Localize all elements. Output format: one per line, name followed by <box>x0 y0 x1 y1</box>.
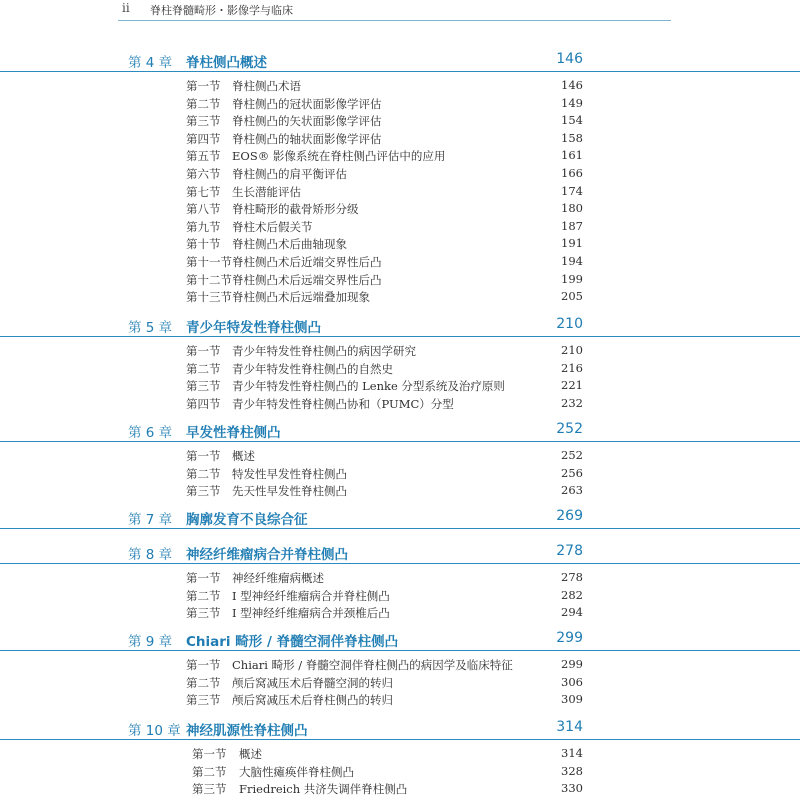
section-entry <box>0 396 800 413</box>
chapter-number: 第 8 章 <box>128 547 173 563</box>
section-number: 第五节 <box>186 149 221 164</box>
section-number: 第四节 <box>186 396 221 411</box>
chapter-title: 青少年特发性脊柱侧凸 <box>186 320 321 336</box>
section-title: 脊柱侧凸术后远端交界性后凸 <box>232 272 382 287</box>
section-number: 第六节 <box>186 167 221 181</box>
section-title: 脊柱侧凸术语 <box>232 79 301 93</box>
section-page: 158 <box>561 130 583 145</box>
section-page: 216 <box>561 360 583 375</box>
section-title: 脊柱侧凸的冠状面影像学评估 <box>232 96 382 111</box>
section-entry <box>0 378 800 395</box>
section-page: 161 <box>561 148 583 163</box>
section-title: I 型神经纤维瘤病合并脊柱侧凸 <box>232 588 390 603</box>
section-entry <box>0 254 800 271</box>
section-number: 第十一节 <box>186 255 232 269</box>
section-page: 256 <box>561 465 583 480</box>
section-page: 294 <box>561 605 583 620</box>
section-page: 191 <box>561 236 583 251</box>
section-number: 第十二节 <box>186 272 232 287</box>
section-title: Chiari 畸形 / 脊髓空洞伴脊柱侧凸的病因学及临床特征 <box>232 658 513 672</box>
section-number: 第三节 <box>186 379 221 394</box>
section-entry <box>0 148 800 165</box>
section-entry <box>0 131 800 148</box>
section-number: 第三节 <box>186 484 221 499</box>
chapter-heading <box>0 543 800 564</box>
section-title: 脊柱侧凸术后远端叠加现象 <box>232 290 370 305</box>
section-number: 第三节 <box>186 606 221 621</box>
section-page: 149 <box>561 95 583 110</box>
section-title: 青少年特发性脊柱侧凸协和（PUMC）分型 <box>232 396 454 411</box>
section-entry <box>0 272 800 289</box>
section-entry <box>0 692 800 709</box>
section-entry <box>0 219 800 236</box>
section-number: 第三节 <box>192 782 227 797</box>
section-entry <box>0 781 800 798</box>
section-title: 概述 <box>239 747 262 761</box>
chapter-page: 146 <box>556 51 583 67</box>
section-title: 脊柱术后假关节 <box>232 219 313 234</box>
section-number: 第一节 <box>186 449 221 463</box>
section-title: Friedreich 共济失调伴脊柱侧凸 <box>239 782 408 797</box>
section-number: 第十节 <box>186 237 221 252</box>
section-entry <box>0 764 800 781</box>
section-entry <box>0 448 800 465</box>
section-number: 第二节 <box>186 588 221 603</box>
section-entry <box>0 78 800 95</box>
section-title: 特发性早发性脊柱侧凸 <box>232 466 347 481</box>
section-number: 第一节 <box>186 344 221 358</box>
section-number: 第十三节 <box>186 290 232 305</box>
section-number: 第九节 <box>186 219 221 234</box>
section-page: 314 <box>561 746 583 760</box>
chapter-page: 299 <box>556 630 583 646</box>
section-number: 第二节 <box>186 466 221 481</box>
section-number: 第二节 <box>186 675 221 690</box>
chapter-heading <box>0 508 800 529</box>
section-page: 146 <box>561 78 583 92</box>
section-page: 299 <box>561 657 583 671</box>
chapter-page: 269 <box>556 508 583 524</box>
chapter-title: 胸廓发育不良综合征 <box>186 512 308 528</box>
chapter-page: 210 <box>556 316 583 332</box>
chapter-heading <box>0 630 800 651</box>
section-page: 205 <box>561 289 583 304</box>
section-number: 第七节 <box>186 184 221 199</box>
section-number: 第一节 <box>186 571 221 585</box>
chapter-heading <box>0 316 800 337</box>
section-entry <box>0 657 800 674</box>
section-title: 青少年特发性脊柱侧凸的 Lenke 分型系统及治疗原则 <box>232 379 505 394</box>
section-title: I 型神经纤维瘤病合并颈椎后凸 <box>232 606 390 621</box>
section-number: 第四节 <box>186 131 221 146</box>
section-title: 青少年特发性脊柱侧凸的自然史 <box>232 361 393 376</box>
section-entry <box>0 166 800 183</box>
section-page: 154 <box>561 113 583 128</box>
section-entry <box>0 184 800 201</box>
section-title: 脊柱侧凸的轴状面影像学评估 <box>232 131 382 146</box>
chapter-title: 脊柱侧凸概述 <box>186 55 267 71</box>
section-title: EOS® 影像系统在脊柱侧凸评估中的应用 <box>232 149 446 164</box>
section-page: 221 <box>561 378 583 393</box>
section-number: 第三节 <box>186 114 221 129</box>
chapter-page: 252 <box>556 421 583 437</box>
section-number: 第一节 <box>192 747 227 761</box>
section-title: 脊柱畸形的截骨矫形分级 <box>232 202 359 217</box>
section-page: 232 <box>561 395 583 410</box>
section-entry <box>0 588 800 605</box>
chapter-number: 第 5 章 <box>128 320 173 336</box>
section-number: 第二节 <box>186 96 221 111</box>
section-entry <box>0 343 800 360</box>
section-page: 210 <box>561 343 583 357</box>
section-entry <box>0 675 800 692</box>
book-title: 脊柱脊髓畸形・影像学与临床 <box>150 4 293 17</box>
section-page: 278 <box>561 570 583 584</box>
section-entry <box>0 113 800 130</box>
chapter-heading <box>0 51 800 72</box>
section-page: 263 <box>561 483 583 498</box>
chapter-heading <box>0 421 800 442</box>
chapter-page: 314 <box>556 719 583 735</box>
section-number: 第一节 <box>186 658 221 672</box>
section-page: 252 <box>561 448 583 462</box>
chapter-page: 278 <box>556 543 583 559</box>
section-page: 174 <box>561 183 583 198</box>
section-number: 第八节 <box>186 202 221 217</box>
chapter-title: 神经肌源性脊柱侧凸 <box>186 723 308 739</box>
chapter-title: 神经纤维瘤病合并脊柱侧凸 <box>186 547 348 563</box>
chapter-title: Chiari 畸形 / 脊髓空洞伴脊柱侧凸 <box>186 634 399 650</box>
section-title: 脊柱侧凸的矢状面影像学评估 <box>232 114 382 129</box>
section-page: 166 <box>561 166 583 180</box>
section-page: 330 <box>561 781 583 796</box>
section-page: 309 <box>561 692 583 707</box>
section-title: 脊柱侧凸术后近端交界性后凸 <box>232 255 382 269</box>
section-entry <box>0 361 800 378</box>
section-entry <box>0 746 800 763</box>
section-entry <box>0 466 800 483</box>
chapter-number: 第 9 章 <box>128 634 173 650</box>
section-title: 脊柱侧凸的肩平衡评估 <box>232 167 347 181</box>
section-entry <box>0 483 800 500</box>
section-title: 青少年特发性脊柱侧凸的病因学研究 <box>232 344 416 358</box>
chapter-number: 第 6 章 <box>128 425 173 441</box>
section-title: 生长潜能评估 <box>232 184 301 199</box>
section-entry <box>0 570 800 587</box>
section-page: 328 <box>561 763 583 778</box>
section-entry <box>0 201 800 218</box>
section-title: 概述 <box>232 449 255 463</box>
section-entry <box>0 236 800 253</box>
section-number: 第一节 <box>186 79 221 93</box>
section-page: 199 <box>561 271 583 286</box>
section-entry <box>0 289 800 306</box>
section-title: 颅后窝减压术后脊柱侧凸的转归 <box>232 693 393 708</box>
section-number: 第二节 <box>186 361 221 376</box>
section-title: 脊柱侧凸术后曲轴现象 <box>232 237 347 252</box>
section-page: 187 <box>561 218 583 233</box>
section-entry <box>0 96 800 113</box>
chapter-number: 第 7 章 <box>128 512 173 528</box>
chapter-number: 第 4 章 <box>128 55 173 71</box>
section-number: 第三节 <box>186 693 221 708</box>
section-page: 180 <box>561 201 583 216</box>
section-page: 306 <box>561 674 583 689</box>
section-title: 颅后窝减压术后脊髓空洞的转归 <box>232 675 393 690</box>
section-title: 先天性早发性脊柱侧凸 <box>232 484 347 499</box>
page-number: ii <box>122 1 130 15</box>
section-entry <box>0 605 800 622</box>
chapter-title: 早发性脊柱侧凸 <box>186 425 281 441</box>
section-title: 神经纤维瘤病概述 <box>232 571 324 585</box>
chapter-number: 第 10 章 <box>128 723 181 739</box>
section-number: 第二节 <box>192 764 227 779</box>
chapter-heading <box>0 719 800 740</box>
section-title: 大脑性瘫痪伴脊柱侧凸 <box>239 764 354 779</box>
section-page: 194 <box>561 254 583 268</box>
section-page: 282 <box>561 587 583 602</box>
